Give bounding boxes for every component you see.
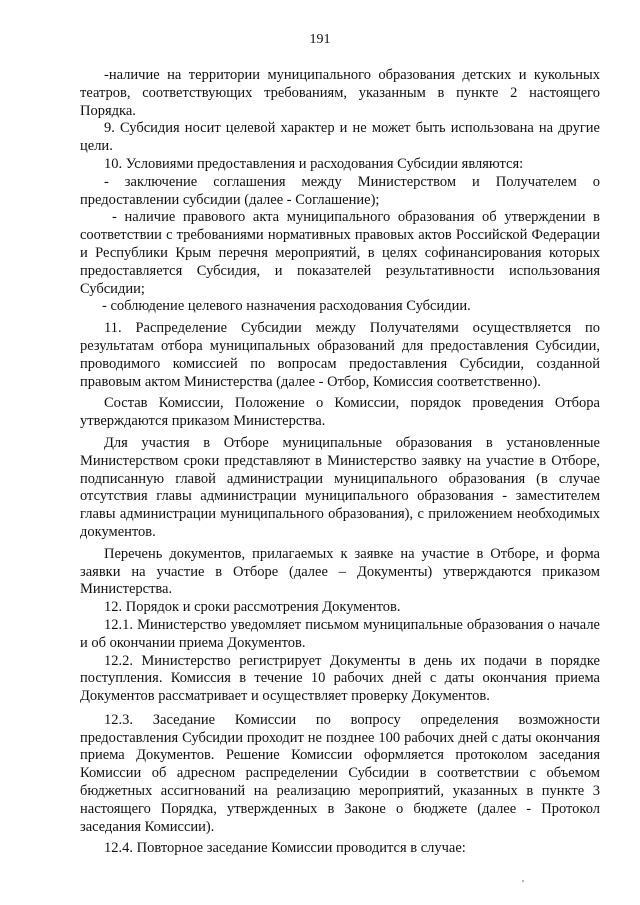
paragraph-12-4: 12.4. Повторное заседание Комиссии проводится в случае:	[104, 840, 466, 857]
paragraph-9: 9. Субсидия носит целевой характер и не может быть использована на другие цели.	[80, 120, 600, 155]
paragraph-12-1: 12.1. Министерство уведомляет письмом муниципальные образования о начале и об окончании приема Документов.	[80, 616, 600, 651]
paragraph-12: 12. Порядок и сроки рассмотрения Документов.	[104, 599, 401, 616]
paragraph-participation: Для участия в Отборе муниципальные образования в установленные Министерством сроки представляют в Министерство заявку на участие в Отборе, подписанную главой администрации муниципального образования (в случае отсутствия главы администрации муниципального образования - заместителем главы администрации муниципального образования), с приложением необходимых документов.	[80, 434, 600, 540]
paragraph-10-legal-act: - наличие правового акта муниципального образования об утверждении в соответствии с требованиями нормативных правовых актов Российской Федерации и Республики Крым перечня мероприятий, в целях софинансирования которых предоставляется Субсидия, и показателей результативности использования Субсидии;	[80, 209, 600, 297]
paragraph-10: 10. Условиями предоставления и расходования Субсидии являются:	[104, 155, 524, 172]
paragraph-11: 11. Распределение Субсидии между Получателями осуществляется по результатам отбора муниципальных образований для предоставления Субсидии, проводимого комиссией по вопросам предоставления Субсидии, созданной правовым актом Министерства (далее - Отбор, Комиссия соответственно).	[80, 320, 600, 390]
page-number: 191	[309, 32, 331, 47]
document-body	[80, 67, 600, 858]
paragraph-12-3: 12.3. Заседание Комиссии по вопросу определения возможности предоставления Субсидии проходит не позднее 100 рабочих дней с даты окончания приема Документов. Решение Комиссии оформляется протоколом заседания Комиссии об адресном распределении Субсидии в соответствии с объемом бюджетных ассигнований на реализацию мероприятий, указанных в пункте 3 настоящего Порядка, утвержденных в Законе о бюджете (далее - Протокол заседания Комиссии).	[80, 711, 600, 835]
paragraph-10-purpose: - соблюдение целевого назначения расходования Субсидии.	[102, 298, 471, 315]
paragraph-10-agreement: - заключение соглашения между Министерством и Получателем о предоставлении субсидии (далее - Соглашение);	[80, 173, 600, 208]
paragraph-theatres: -наличие на территории муниципального образования детских и кукольных театров, соответствующих требованиям, указанным в пункте 2 настоящего Порядка.	[80, 67, 600, 119]
paragraph-commission: Состав Комиссии, Положение о Комиссии, порядок проведения Отбора утверждаются приказом Министерства.	[80, 395, 600, 430]
paragraph-documents-list: Перечень документов, прилагаемых к заявке на участие в Отборе, и форма заявки на участие в Отборе (далее – Документы) утверждаются приказом Министерства.	[80, 545, 600, 598]
scan-artifact	[522, 880, 524, 882]
paragraph-12-2: 12.2. Министерство регистрирует Документы в день их подачи в порядке поступления. Комиссия в течение 10 рабочих дней с даты окончания приема Документов рассматривает и осуществляет проверку Документов.	[80, 652, 600, 705]
